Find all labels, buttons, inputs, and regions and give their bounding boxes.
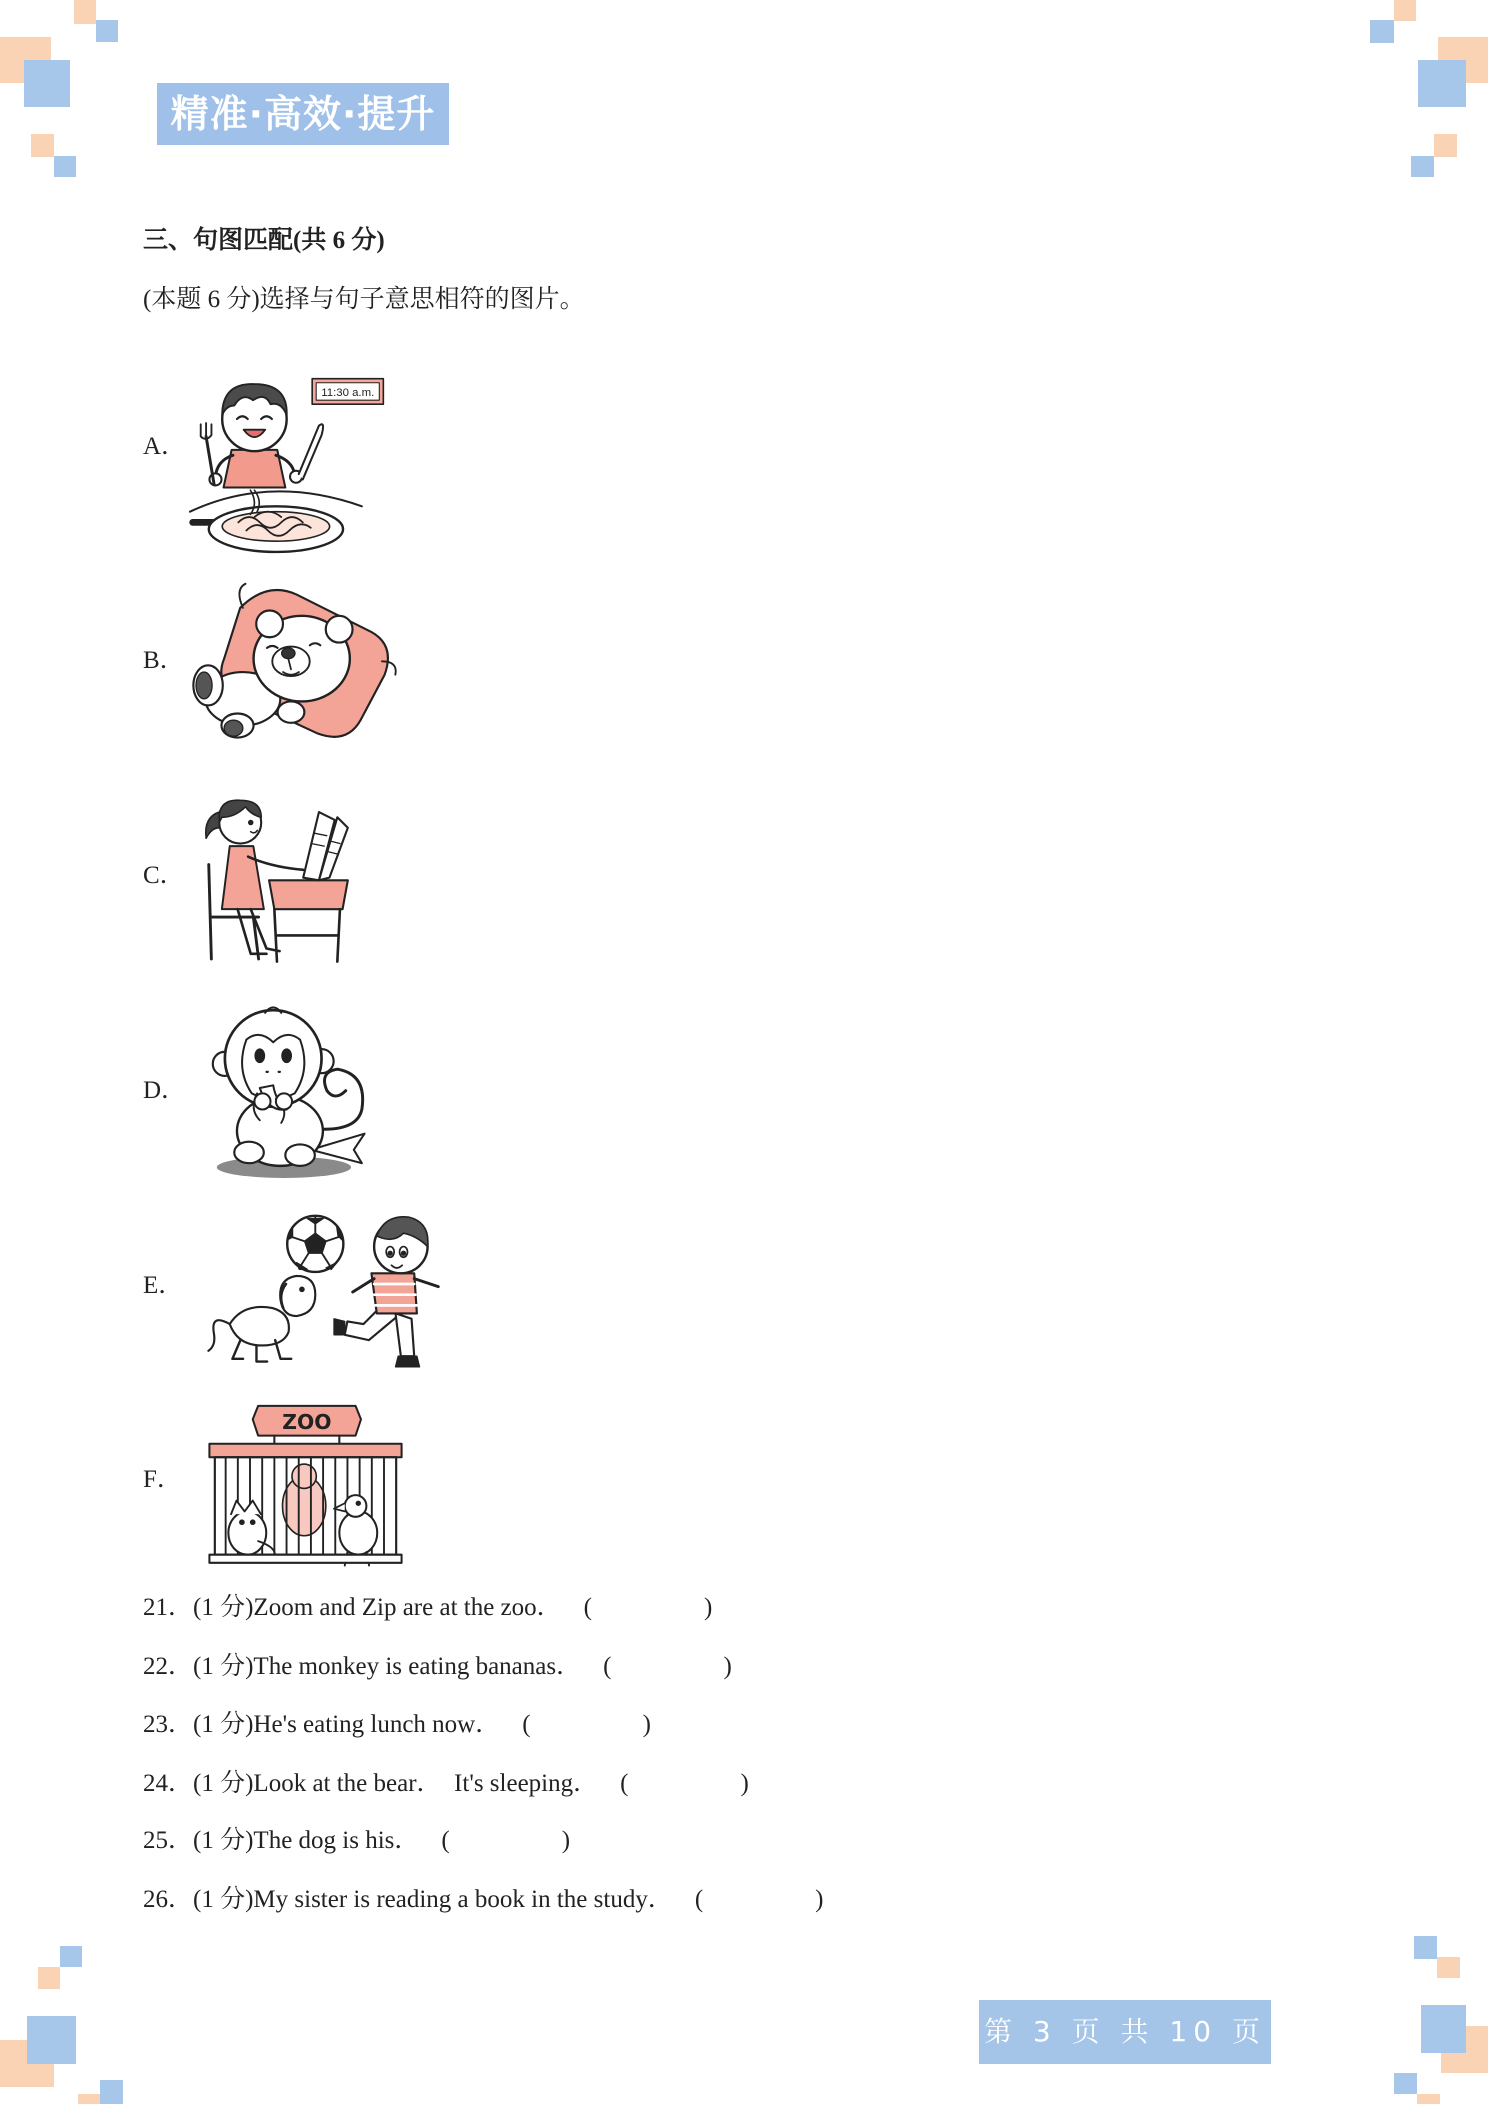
deco-square bbox=[1411, 156, 1434, 177]
deco-square bbox=[74, 0, 96, 24]
question-number: 26． bbox=[143, 1886, 194, 1913]
question-score: (1 分) bbox=[193, 1594, 254, 1621]
option-f-label: F． bbox=[143, 1466, 182, 1493]
answer-open-paren: ( bbox=[694, 1886, 704, 1913]
option-b-image bbox=[184, 578, 398, 746]
deco-square bbox=[1434, 134, 1457, 157]
option-b-label: B． bbox=[143, 647, 185, 674]
option-d-label: D． bbox=[143, 1077, 187, 1104]
deco-square bbox=[100, 2080, 123, 2104]
question-number: 23． bbox=[143, 1711, 194, 1738]
deco-square bbox=[60, 1946, 82, 1967]
question-23 bbox=[143, 1710, 651, 1740]
answer-close-paren: ) bbox=[740, 1770, 749, 1797]
option-a-image bbox=[186, 372, 390, 560]
option-e-image bbox=[203, 1206, 457, 1370]
section-title: 三、句图匹配(共 6 分) bbox=[143, 227, 385, 254]
deco-square bbox=[24, 60, 70, 107]
deco-square bbox=[1417, 2094, 1440, 2104]
deco-square bbox=[1394, 2073, 1417, 2094]
deco-square bbox=[1370, 20, 1394, 43]
header-banner: 精准·高效·提升 bbox=[157, 83, 449, 145]
question-24 bbox=[143, 1769, 749, 1799]
zoo-sign-text: ZOO bbox=[282, 1409, 332, 1434]
page-indicator: 第 3 页 共 10 页 bbox=[979, 2000, 1271, 2064]
answer-open-paren: ( bbox=[583, 1594, 592, 1621]
deco-square bbox=[1437, 1957, 1460, 1978]
question-26 bbox=[143, 1885, 823, 1915]
answer-close-paren: ) bbox=[561, 1827, 571, 1854]
answer-close-paren: ) bbox=[642, 1711, 651, 1738]
question-score: (1 分) bbox=[193, 1770, 254, 1797]
answer-open-paren: ( bbox=[603, 1653, 612, 1680]
deco-square bbox=[38, 1967, 60, 1989]
answer-close-paren: ) bbox=[703, 1594, 713, 1621]
question-number: 24． bbox=[143, 1770, 194, 1797]
question-text: Look at the bear． It's sleeping． bbox=[253, 1770, 599, 1797]
question-text: The dog is his． bbox=[253, 1827, 420, 1854]
answer-close-paren: ) bbox=[723, 1653, 732, 1680]
question-number: 21． bbox=[143, 1594, 194, 1621]
question-25 bbox=[143, 1826, 570, 1856]
option-c-label: C． bbox=[143, 862, 185, 889]
question-text: Zoom and Zip are at the zoo． bbox=[253, 1594, 562, 1621]
deco-square bbox=[96, 20, 118, 42]
deco-square bbox=[1414, 1936, 1437, 1959]
deco-square bbox=[1418, 60, 1466, 107]
option-f-image bbox=[204, 1400, 407, 1570]
question-score: (1 分) bbox=[193, 1711, 254, 1738]
question-21 bbox=[143, 1593, 712, 1623]
clock-time-text: 11:30 a.m. bbox=[321, 387, 375, 400]
deco-square bbox=[1394, 0, 1416, 21]
question-text: He's eating lunch now． bbox=[253, 1711, 501, 1738]
section-instruction: (本题 6 分)选择与句子意思相符的图片。 bbox=[143, 286, 585, 313]
deco-square bbox=[54, 156, 76, 177]
option-e-label: E． bbox=[143, 1272, 184, 1299]
answer-open-paren: ( bbox=[620, 1770, 629, 1797]
answer-open-paren: ( bbox=[522, 1711, 531, 1738]
question-score: (1 分) bbox=[193, 1653, 254, 1680]
option-d-image bbox=[206, 994, 374, 1182]
option-a-label: A． bbox=[143, 433, 187, 460]
question-text: The monkey is eating bananas． bbox=[253, 1653, 582, 1680]
deco-square bbox=[78, 2094, 100, 2104]
question-text: My sister is reading a book in the study． bbox=[253, 1886, 673, 1913]
question-22 bbox=[143, 1652, 732, 1682]
question-number: 22． bbox=[143, 1653, 194, 1680]
deco-square bbox=[27, 2016, 76, 2064]
question-score: (1 分) bbox=[193, 1886, 254, 1913]
option-c-image bbox=[193, 787, 357, 967]
deco-square bbox=[1421, 2005, 1466, 2053]
deco-square bbox=[31, 134, 54, 157]
answer-close-paren: ) bbox=[815, 1886, 824, 1913]
question-score: (1 分) bbox=[193, 1827, 254, 1854]
answer-open-paren: ( bbox=[441, 1827, 450, 1854]
question-number: 25． bbox=[143, 1827, 194, 1854]
